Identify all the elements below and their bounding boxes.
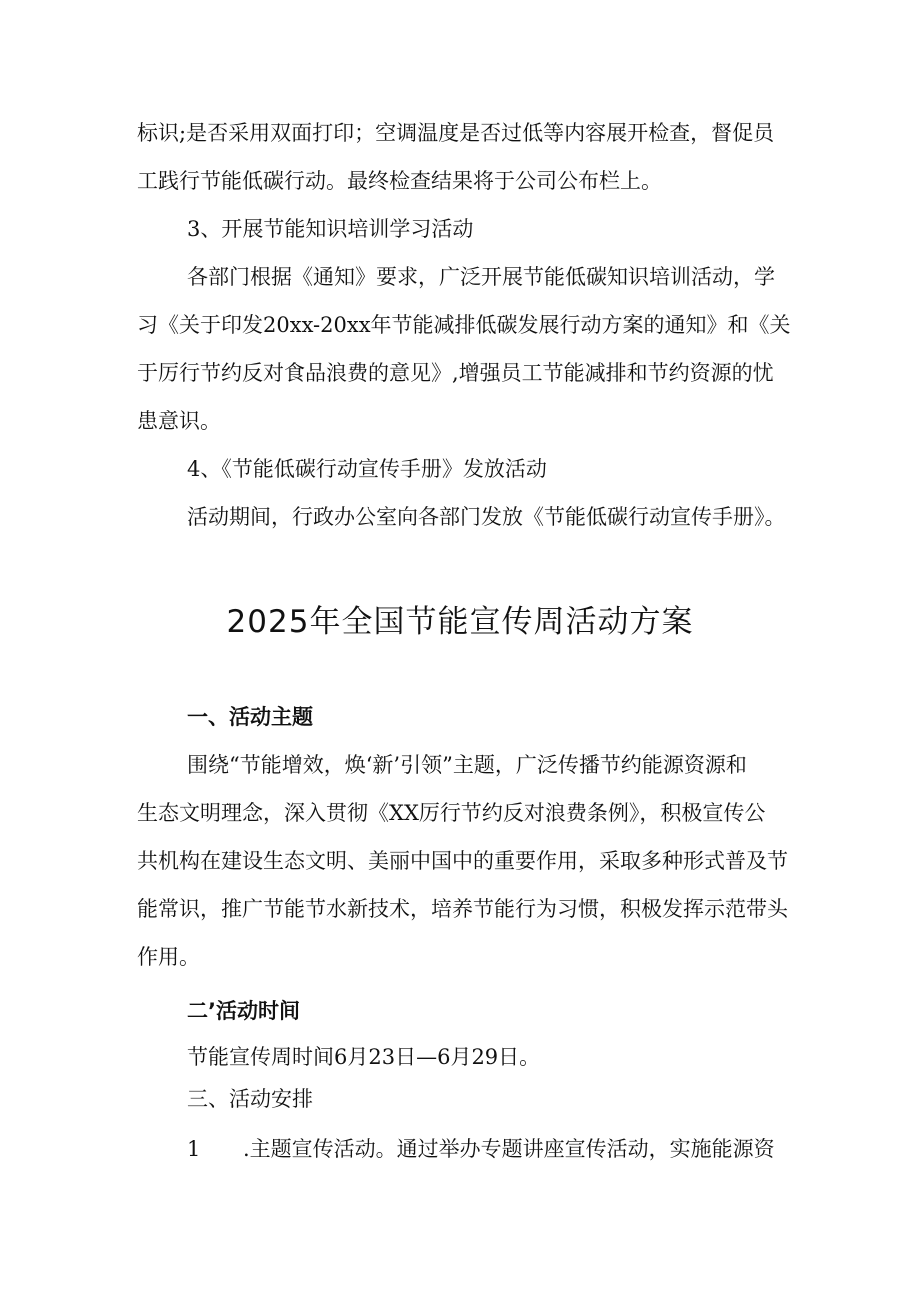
paragraph-line: 患意识。 [137, 409, 221, 433]
paragraph-line: 作用。 [137, 945, 200, 969]
paragraph-line: 生态文明理念，深入贯彻《XX厉行节约反对浪费条例》，积极宣传公 [137, 801, 766, 825]
paragraph-line: 于厉行节约反对食品浪费的意见》,增强员工节能减排和节约资源的忧 [137, 361, 774, 385]
paragraph-line: 习《关于印发20xx-20xx年节能减排低碳发展行动方案的通知》和《关 [137, 313, 791, 337]
subsection-heading: 4、《节能低碳行动宣传手册》发放活动 [187, 457, 547, 481]
paragraph-line: 围绕“节能增效，焕‘新’引领”主题，广泛传播节约能源资源和 [187, 753, 747, 777]
paragraph-line: 共机构在建设生态文明、美丽中国中的重要作用，采取多种形式普及节 [137, 849, 788, 873]
list-item-text: .主题宣传活动。通过举办专题讲座宣传活动，实施能源资 [243, 1137, 775, 1161]
document-title: 2025年全国节能宣传周活动方案 [226, 604, 694, 640]
paragraph-line: 各部门根据《通知》要求，广泛开展节能低碳知识培训活动，学 [187, 265, 775, 289]
section-heading: 二’活动时间 [187, 999, 300, 1023]
list-item-number: 1 [187, 1137, 201, 1161]
paragraph-line: 活动期间，行政办公室向各部门发放《节能低碳行动宣传手册》。 [187, 505, 786, 529]
section-heading: 三、活动安排 [187, 1087, 313, 1111]
paragraph-line: 工践行节能低碳行动。最终检查结果将于公司公布栏上。 [137, 169, 662, 193]
paragraph-line: 标识;是否采用双面打印；空调温度是否过低等内容展开检查，督促员 [137, 121, 775, 145]
paragraph-line: 节能宣传周时间6月23日—6月29日。 [187, 1045, 541, 1069]
section-heading: 一、活动主题 [187, 705, 313, 729]
paragraph-line: 能常识，推广节能节水新技术，培养节能行为习惯，积极发挥示范带头 [137, 897, 788, 921]
subsection-heading: 3、开展节能知识培训学习活动 [187, 217, 474, 241]
